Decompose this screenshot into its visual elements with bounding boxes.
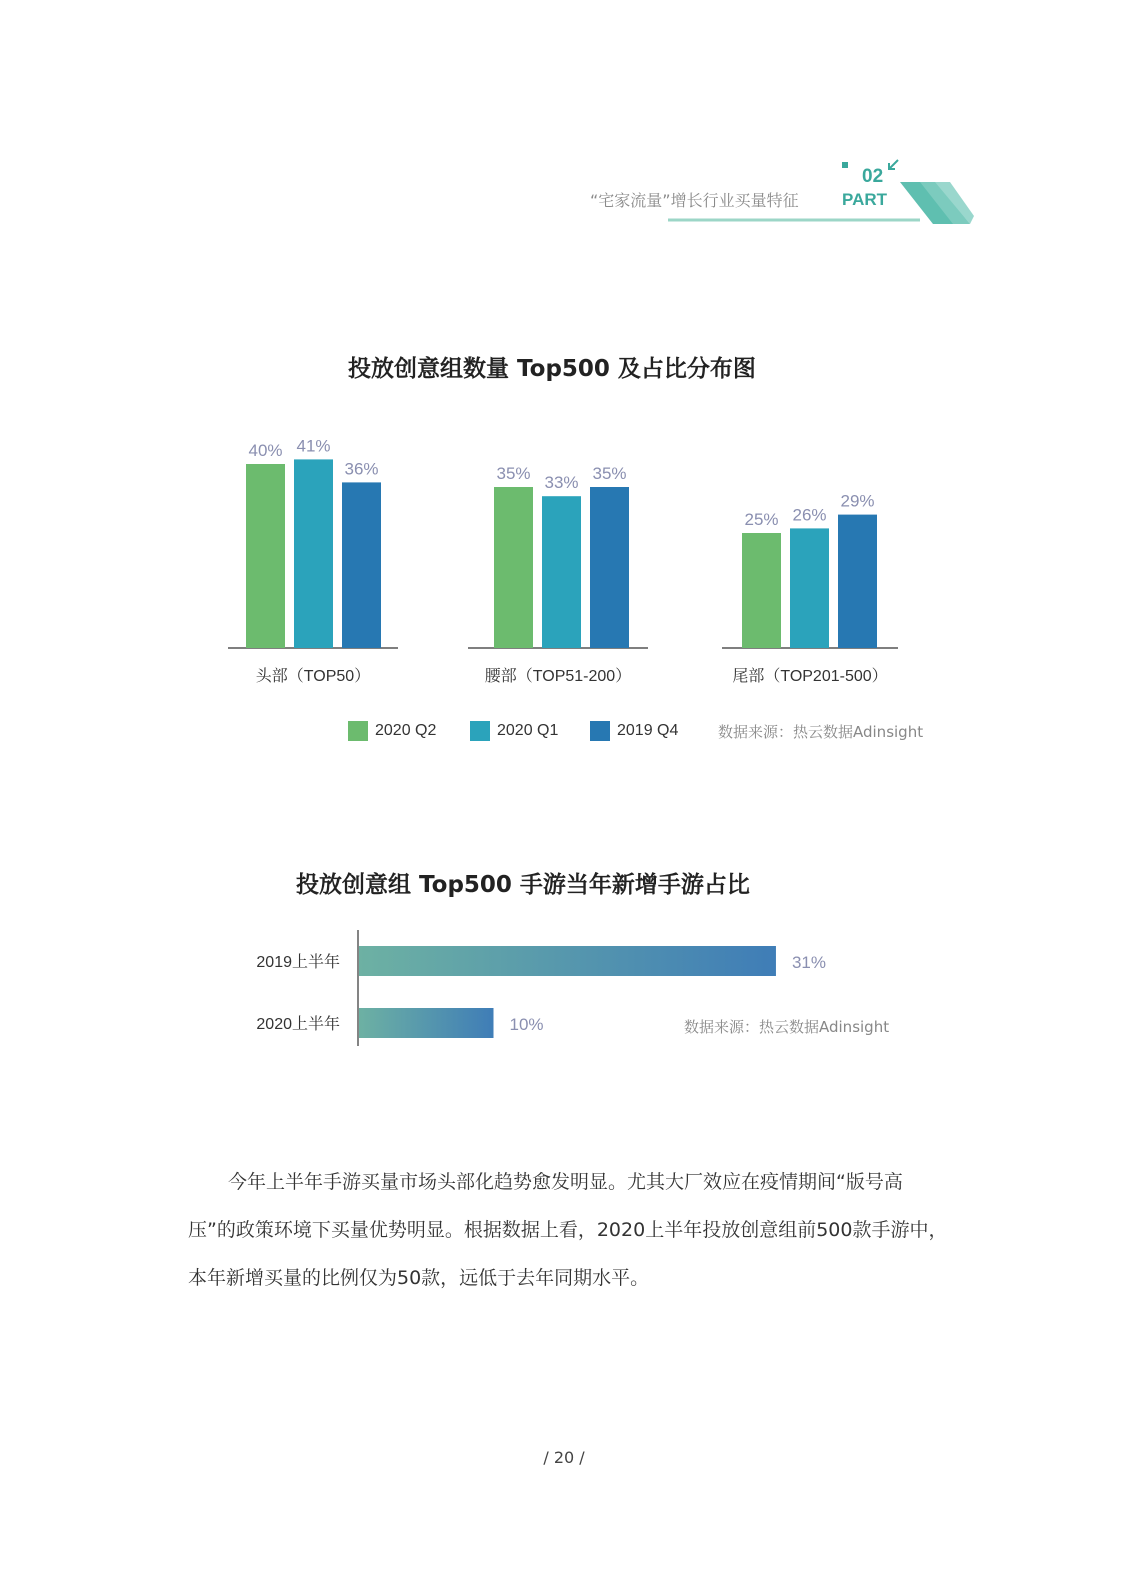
horizontal-bar-chart bbox=[0, 930, 1128, 1060]
legend-swatch bbox=[470, 721, 490, 741]
category-label: 尾部（TOP201-500） bbox=[732, 668, 888, 685]
bar-value-label: 29% bbox=[840, 491, 875, 511]
bar bbox=[790, 528, 829, 648]
bar-value-label: 41% bbox=[296, 436, 331, 456]
header-number: 02 bbox=[862, 166, 884, 187]
legend-label: 2019 Q4 bbox=[617, 722, 679, 739]
section-header bbox=[560, 150, 990, 240]
header-square-mark bbox=[842, 162, 848, 168]
arrow-icon bbox=[889, 160, 898, 169]
category-label: 腰部（TOP51-200） bbox=[484, 668, 632, 685]
grouped-bar-chart bbox=[0, 420, 1128, 700]
bar bbox=[742, 533, 781, 648]
category-label: 2019上半年 bbox=[256, 954, 340, 971]
bar-value-label: 10% bbox=[509, 1015, 544, 1034]
header-part: PART bbox=[842, 190, 888, 209]
legend-swatch bbox=[348, 721, 368, 741]
body-paragraph: 今年上半年手游买量市场头部化趋势愈发明显。尤其大厂效应在疫情期间“版号高压”的政策环境下买量优势明显。根据数据上看，2020上半年投放创意组前500款手游中，本年新增买量的比例仅为50款，远低于去年同期水平。 bbox=[188, 1171, 948, 1289]
bar-value-label: 36% bbox=[344, 459, 379, 479]
legend-item-2019q4 bbox=[590, 720, 678, 742]
bar-value-label: 31% bbox=[791, 953, 826, 972]
bar bbox=[494, 487, 533, 648]
bar-value-label: 33% bbox=[544, 473, 579, 493]
body-paragraph-container bbox=[188, 1158, 948, 1302]
bar-value-label: 35% bbox=[496, 464, 531, 483]
chart2-source: 数据来源：热云数据Adinsight bbox=[684, 1018, 890, 1036]
page-number: / 20 / bbox=[543, 1448, 585, 1467]
hbar bbox=[359, 946, 776, 976]
bar bbox=[342, 482, 381, 648]
bar bbox=[246, 464, 285, 648]
bar bbox=[590, 487, 629, 648]
category-label: 头部（TOP50） bbox=[255, 668, 371, 685]
chart2-title: 投放创意组 Top500 手游当年新增手游占比 bbox=[296, 872, 750, 898]
chart1-title: 投放创意组数量 Top500 及占比分布图 bbox=[348, 356, 756, 382]
bar bbox=[838, 515, 877, 648]
bar-value-label: 35% bbox=[592, 464, 627, 483]
bar bbox=[294, 459, 333, 648]
category-label: 2020上半年 bbox=[256, 1016, 340, 1033]
legend-label: 2020 Q1 bbox=[497, 722, 559, 739]
legend-label: 2020 Q2 bbox=[375, 722, 437, 739]
chart1-source: 数据来源：热云数据Adinsight bbox=[718, 723, 924, 741]
bar bbox=[542, 496, 581, 648]
bar-value-label: 25% bbox=[744, 510, 779, 529]
legend-item-2020q1 bbox=[470, 720, 558, 742]
legend-item-2020q2 bbox=[348, 720, 436, 742]
bar-value-label: 26% bbox=[792, 505, 827, 525]
hbar bbox=[359, 1008, 494, 1038]
bar-value-label: 40% bbox=[248, 441, 283, 460]
legend-swatch bbox=[590, 721, 610, 741]
header-subtitle: “宅家流量”增长行业买量特征 bbox=[590, 191, 799, 210]
